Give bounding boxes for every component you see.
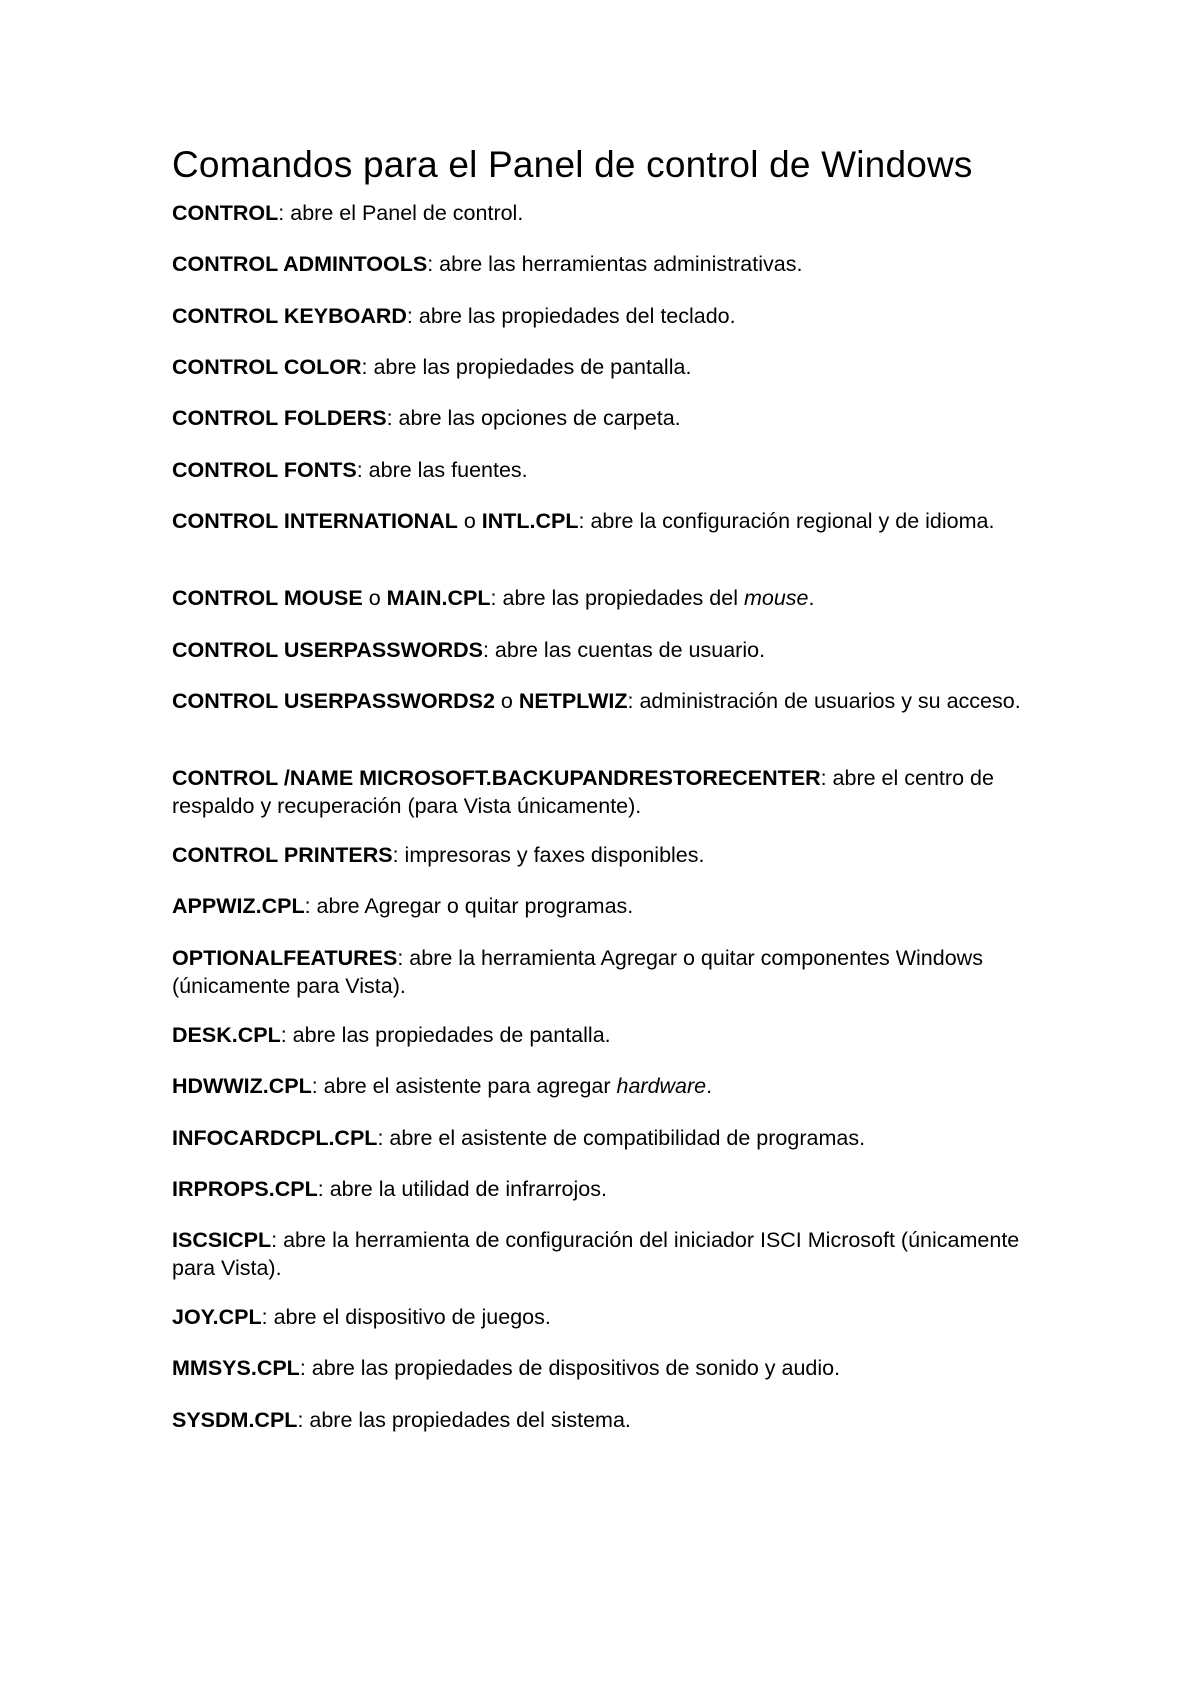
command-description: : abre el asistente para agregar	[311, 1074, 617, 1098]
command-entry	[172, 1021, 1042, 1049]
command-name: JOY.CPL	[172, 1305, 262, 1329]
command-description: : abre las propiedades del	[490, 586, 744, 610]
command-description: : abre las propiedades de pantalla.	[280, 1023, 611, 1047]
command-name: SYSDM.CPL	[172, 1408, 298, 1432]
command-entry	[172, 456, 1042, 484]
command-description: : abre el centro de respaldo y recuperación (para Vista únicamente).	[172, 766, 994, 818]
command-name: INTL.CPL	[481, 509, 579, 533]
command-entry	[172, 1354, 1042, 1382]
command-description: : administración de usuarios y su acceso.	[627, 689, 1021, 713]
command-entry	[172, 687, 1042, 715]
command-name: ISCSICPL	[172, 1228, 272, 1252]
command-description: : abre las fuentes.	[356, 458, 528, 482]
command-description: : abre la utilidad de infrarrojos.	[317, 1177, 607, 1201]
command-description: : abre el Panel de control.	[278, 201, 524, 225]
command-entry	[172, 636, 1042, 664]
command-name: DESK.CPL	[172, 1023, 281, 1047]
emphasis-text: mouse	[743, 586, 809, 610]
command-entry	[172, 1072, 1042, 1100]
command-description: : abre las propiedades del sistema.	[297, 1408, 631, 1432]
command-description: .	[808, 586, 815, 610]
command-entry	[172, 764, 1042, 820]
command-name: CONTROL INTERNATIONAL	[172, 509, 458, 533]
command-entry	[172, 404, 1042, 432]
command-description: : abre las propiedades de dispositivos de sonido y audio.	[299, 1356, 841, 1380]
command-name: NETPLWIZ	[518, 689, 628, 713]
command-name: CONTROL FOLDERS	[172, 406, 387, 430]
command-name: MMSYS.CPL	[172, 1356, 300, 1380]
command-entry	[172, 1303, 1042, 1331]
command-entry	[172, 1226, 1042, 1282]
command-entry	[172, 1175, 1042, 1203]
command-entry	[172, 584, 1042, 612]
command-entry	[172, 944, 1042, 1000]
command-description: o	[362, 586, 387, 610]
command-entry	[172, 1406, 1042, 1434]
command-description: : abre el dispositivo de juegos.	[261, 1305, 551, 1329]
command-name: INFOCARDCPL.CPL	[172, 1126, 378, 1150]
command-name: CONTROL MOUSE	[172, 586, 363, 610]
command-name: CONTROL FONTS	[172, 458, 357, 482]
command-name: HDWWIZ.CPL	[172, 1074, 312, 1098]
command-entry	[172, 892, 1042, 920]
command-entry	[172, 1124, 1042, 1152]
command-description: o	[457, 509, 482, 533]
command-description: : abre la configuración regional y de idioma.	[578, 509, 995, 533]
command-description: : abre las herramientas administrativas.	[427, 252, 803, 276]
command-name: CONTROL PRINTERS	[172, 843, 393, 867]
command-description: : abre la herramienta Agregar o quitar componentes Windows (únicamente para Vista).	[172, 946, 983, 998]
command-description: : abre las opciones de carpeta.	[386, 406, 681, 430]
command-description: : abre el asistente de compatibilidad de programas.	[377, 1126, 866, 1150]
command-entry	[172, 353, 1042, 381]
command-description: : abre las propiedades de pantalla.	[361, 355, 692, 379]
command-description: o	[494, 689, 519, 713]
command-name: CONTROL USERPASSWORDS2	[172, 689, 495, 713]
command-entry	[172, 841, 1042, 869]
command-name: CONTROL /NAME MICROSOFT.BACKUPANDRESTORECENTER	[172, 766, 821, 790]
command-entry	[172, 302, 1042, 330]
command-name: CONTROL ADMINTOOLS	[172, 252, 428, 276]
command-entry	[172, 199, 1042, 227]
command-description: : abre Agregar o quitar programas.	[304, 894, 634, 918]
page-title: Comandos para el Panel de control de Windows	[172, 144, 973, 185]
command-entry	[172, 250, 1042, 278]
command-description: : abre las propiedades del teclado.	[406, 304, 736, 328]
command-name: CONTROL	[172, 201, 279, 225]
command-description: : impresoras y faxes disponibles.	[392, 843, 705, 867]
command-name: APPWIZ.CPL	[172, 894, 305, 918]
command-description: .	[706, 1074, 713, 1098]
command-description: : abre las cuentas de usuario.	[482, 638, 766, 662]
emphasis-text: hardware	[616, 1074, 707, 1098]
command-name: OPTIONALFEATURES	[172, 946, 398, 970]
command-name: CONTROL KEYBOARD	[172, 304, 407, 328]
command-name: CONTROL USERPASSWORDS	[172, 638, 483, 662]
command-name: IRPROPS.CPL	[172, 1177, 318, 1201]
command-entry	[172, 507, 1042, 535]
command-description: : abre la herramienta de configuración del iniciador ISCI Microsoft (únicamente para Vista).	[172, 1228, 1020, 1280]
command-name: MAIN.CPL	[386, 586, 491, 610]
command-name: CONTROL COLOR	[172, 355, 362, 379]
